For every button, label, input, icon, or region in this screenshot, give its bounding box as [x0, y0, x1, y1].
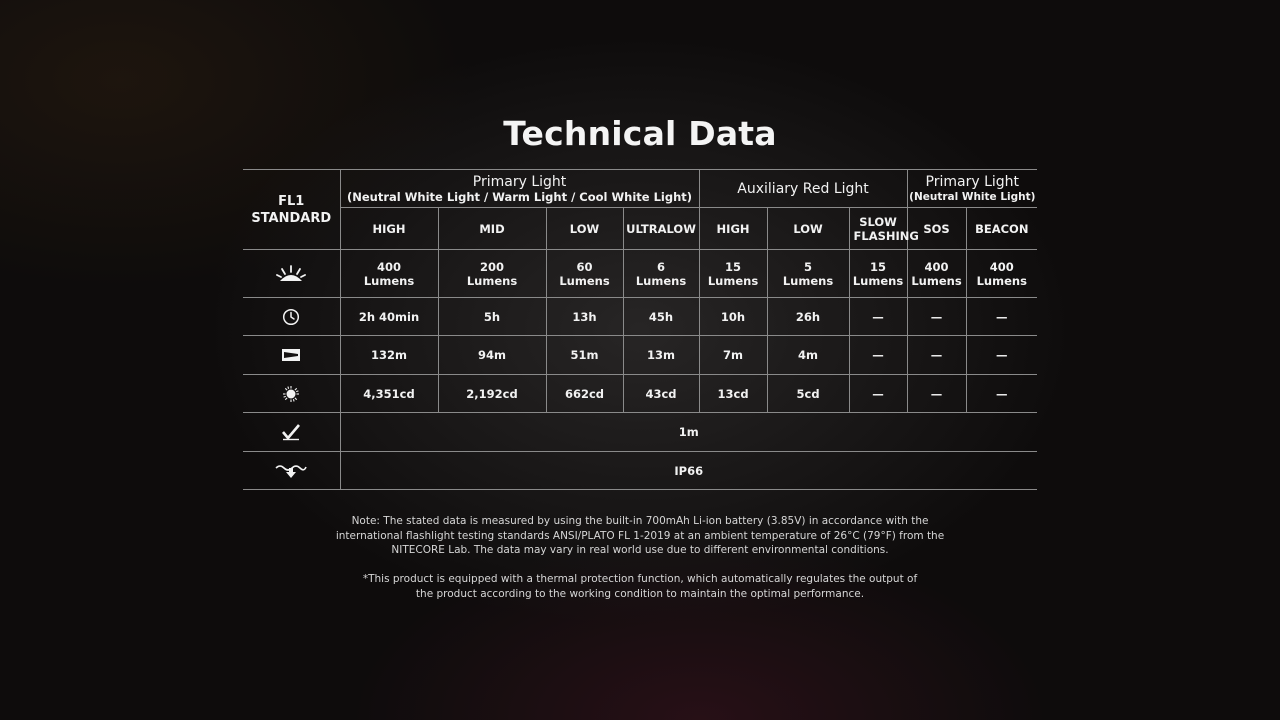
intensity-value: —	[907, 375, 966, 413]
note-line: the product according to the working condition to maintain the optimal performance.	[415, 587, 865, 600]
output-value: 400 Lumens	[340, 250, 438, 298]
runtime-value: —	[849, 298, 907, 336]
intensity-value: —	[849, 375, 907, 413]
runtime-value: 5h	[438, 298, 546, 336]
intensity-value: 4,351cd	[340, 375, 438, 413]
impact-icon-cell	[243, 413, 340, 452]
output-value: 200 Lumens	[438, 250, 546, 298]
runtime-value: 10h	[699, 298, 767, 336]
intensity-icon-cell	[243, 375, 340, 413]
runtime-value: —	[966, 298, 1037, 336]
output-value: 15 Lumens	[699, 250, 767, 298]
model-variant: STANDARD	[251, 210, 332, 226]
output-value: 5 Lumens	[767, 250, 849, 298]
distance-value: —	[907, 336, 966, 375]
primary-light-title: Primary Light	[472, 173, 567, 190]
output-value: 6 Lumens	[623, 250, 699, 298]
mode-beacon: BEACON	[966, 208, 1037, 250]
thermal-protection-note	[300, 572, 980, 601]
intensity-value: 2,192cd	[438, 375, 546, 413]
intensity-value: 43cd	[623, 375, 699, 413]
intensity-value: —	[966, 375, 1037, 413]
impact-resistance-icon	[281, 423, 301, 441]
mode-sos: SOS	[907, 208, 966, 250]
mode-mid: MID	[438, 208, 546, 250]
intensity-value: 662cd	[546, 375, 623, 413]
primary-light-subtitle: (Neutral White Light / Warm Light / Cool White Light)	[346, 189, 693, 204]
clock-icon	[282, 308, 300, 326]
technical-data-table	[243, 169, 1037, 490]
waterproof-icon-cell	[243, 452, 340, 490]
distance-value: —	[849, 336, 907, 375]
mode-high: HIGH	[340, 208, 438, 250]
distance-value: 132m	[340, 336, 438, 375]
mode-ultralow: ULTRALOW	[623, 208, 699, 250]
model-cell	[243, 170, 340, 250]
model-name: FL1	[278, 193, 305, 209]
mode-header-row	[243, 208, 1037, 250]
intensity-value: 13cd	[699, 375, 767, 413]
note-line: international flashlight testing standards ANSI/PLATO FL 1-2019 at an ambient temperature of 26°C (79°F) from the	[335, 529, 945, 542]
output-value: 15 Lumens	[849, 250, 907, 298]
waterproof-value: IP66	[340, 452, 1037, 490]
auxiliary-red-light-title: Auxiliary Red Light	[737, 180, 869, 197]
distance-value: 7m	[699, 336, 767, 375]
auxiliary-red-light-group	[699, 170, 907, 208]
mode-low: LOW	[546, 208, 623, 250]
output-value: 60 Lumens	[546, 250, 623, 298]
output-row	[243, 250, 1037, 298]
waterproof-row	[243, 452, 1037, 490]
runtime-value: 26h	[767, 298, 849, 336]
peak-intensity-icon	[282, 385, 300, 403]
intensity-value: 5cd	[767, 375, 849, 413]
mode-red-low: LOW	[767, 208, 849, 250]
intensity-row	[243, 375, 1037, 413]
distance-value: 4m	[767, 336, 849, 375]
runtime-value: —	[907, 298, 966, 336]
waterproof-icon	[275, 462, 307, 480]
distance-value: 94m	[438, 336, 546, 375]
group-header-row	[243, 170, 1037, 208]
distance-value: 13m	[623, 336, 699, 375]
special-modes-group	[907, 170, 1037, 208]
brightness-icon	[276, 264, 306, 284]
primary-light-group	[340, 170, 699, 208]
runtime-value: 45h	[623, 298, 699, 336]
distance-value: 51m	[546, 336, 623, 375]
runtime-icon-cell	[243, 298, 340, 336]
output-icon-cell	[243, 250, 340, 298]
runtime-row	[243, 298, 1037, 336]
special-modes-subtitle: (Neutral White Light)	[909, 190, 1036, 203]
output-value: 400 Lumens	[966, 250, 1037, 298]
note-line: *This product is equipped with a thermal protection function, which automatically regulates the output of	[362, 573, 918, 585]
distance-row	[243, 336, 1037, 375]
special-modes-title: Primary Light	[925, 173, 1020, 190]
beam-distance-icon	[281, 348, 301, 362]
mode-red-slow-flashing: SLOW FLASHING	[849, 208, 907, 250]
output-value: 400 Lumens	[907, 250, 966, 298]
distance-value: —	[966, 336, 1037, 375]
mode-red-high: HIGH	[699, 208, 767, 250]
note-line: Note: The stated data is measured by using the built-in 700mAh Li-ion battery (3.85V) in accordance with the	[351, 515, 929, 527]
impact-row	[243, 413, 1037, 452]
page-title: Technical Data	[503, 114, 777, 153]
distance-icon-cell	[243, 336, 340, 375]
impact-value: 1m	[340, 413, 1037, 452]
runtime-value: 13h	[546, 298, 623, 336]
measurement-note	[300, 514, 980, 558]
note-line: NITECORE Lab. The data may vary in real world use due to different environmental conditions.	[391, 544, 889, 556]
runtime-value: 2h 40min	[340, 298, 438, 336]
